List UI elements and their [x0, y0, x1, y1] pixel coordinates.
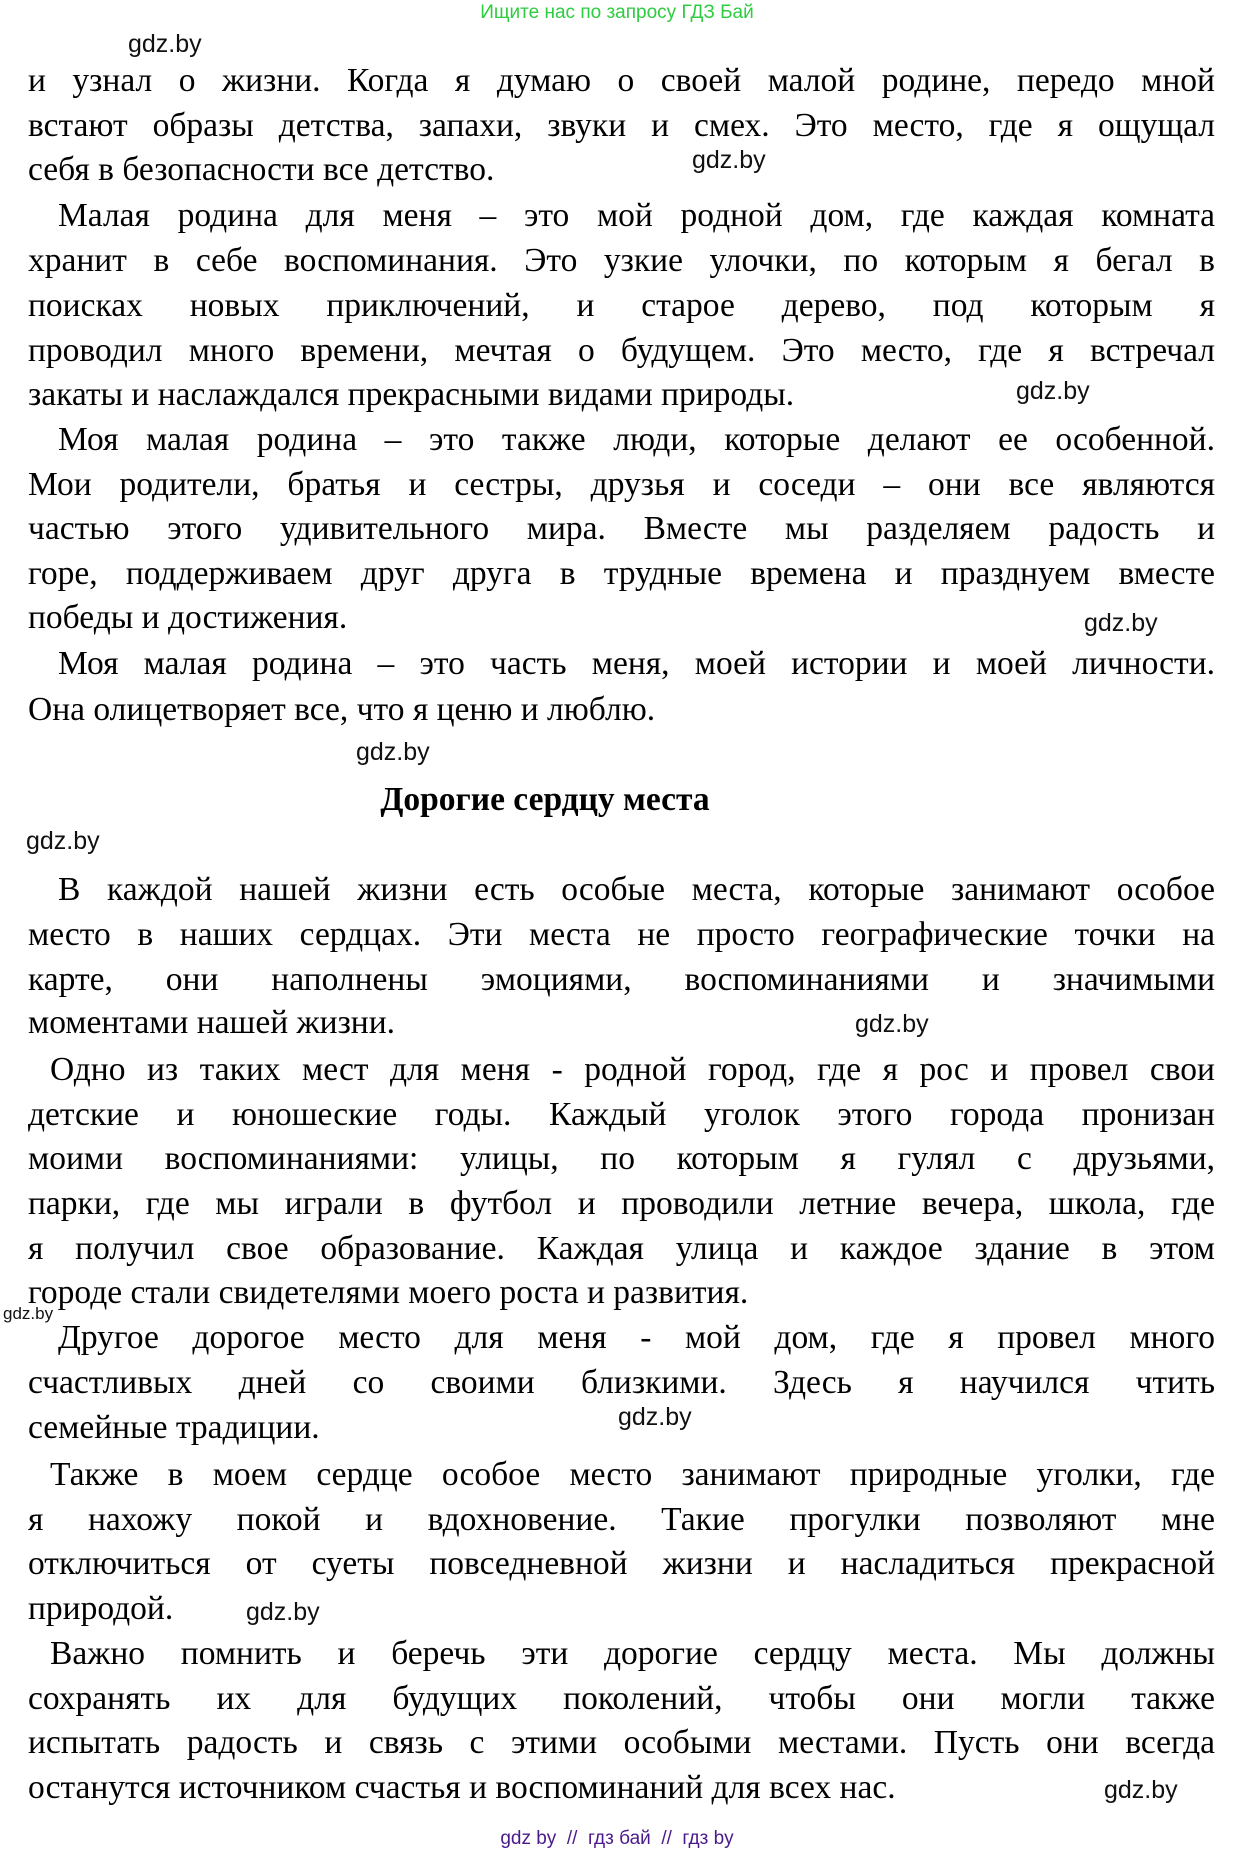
text-line: я нахожу покой и вдохновение. Такие прогулки позволяют мне	[28, 1501, 1215, 1538]
text-line: Важно помнить и беречь эти дорогие сердцу места. Мы должны	[50, 1635, 1215, 1672]
text-line: городе стали свидетелями моего роста и развития.	[28, 1274, 749, 1311]
watermark: gdz.by	[1016, 377, 1090, 405]
text-line: отключиться от суеты повседневной жизни и насладиться прекрасной	[28, 1545, 1215, 1582]
watermark: gdz.by	[128, 30, 202, 58]
watermark: gdz.by	[855, 1010, 929, 1038]
watermark: gdz.by	[618, 1403, 692, 1431]
essay-title: Дорогие сердцу места	[380, 781, 710, 818]
text-line: встают образы детства, запахи, звуки и смех. Это место, где я ощущал	[28, 107, 1215, 144]
text-line: победы и достижения.	[28, 599, 348, 636]
text-line: парки, где мы играли в футбол и проводили летние вечера, школа, где	[28, 1185, 1215, 1222]
text-line: Одно из таких мест для меня - родной город, где я рос и провел свои	[50, 1051, 1215, 1088]
text-line: моментами нашей жизни.	[28, 1004, 396, 1041]
watermark: gdz.by	[26, 827, 100, 855]
text-line: испытать радость и связь с этими особыми местами. Пусть они всегда	[28, 1724, 1215, 1761]
watermark: gdz.by	[246, 1598, 320, 1626]
text-line: останутся источником счастья и воспоминаний для всех нас.	[28, 1769, 896, 1806]
text-line: поисках новых приключений, и старое дерево, под которым я	[28, 287, 1215, 324]
text-line: Мои родители, братья и сестры, друзья и соседи – они все являются	[28, 466, 1215, 503]
text-line: частью этого удивительного мира. Вместе мы разделяем радость и	[28, 510, 1215, 547]
text-line: детские и юношеские годы. Каждый уголок этого города пронизан	[28, 1096, 1215, 1133]
text-line: счастливых дней со своими близкими. Здесь я научился чтить	[28, 1364, 1215, 1401]
text-line: Малая родина для меня – это мой родной дом, где каждая комната	[58, 197, 1215, 234]
text-line: Моя малая родина – это также люди, которые делают ее особенной.	[58, 421, 1215, 458]
text-line: я получил свое образование. Каждая улица и каждое здание в этом	[28, 1230, 1215, 1267]
text-line: и узнал о жизни. Когда я думаю о своей малой родине, передо мной	[28, 62, 1215, 99]
text-line: Моя малая родина – это часть меня, моей истории и моей личности.	[58, 645, 1215, 682]
text-line: проводил много времени, мечтая о будущем. Это место, где я встречал	[28, 332, 1215, 369]
text-line: семейные традиции.	[28, 1409, 320, 1446]
watermark: gdz.by	[1084, 609, 1158, 637]
text-line: природой.	[28, 1590, 174, 1627]
text-line: карте, они наполнены эмоциями, воспоминаниями и значимыми	[28, 961, 1215, 998]
text-line: место в наших сердцах. Эти места не просто географические точки на	[28, 916, 1215, 953]
text-line: Также в моем сердце особое место занимают природные уголки, где	[50, 1456, 1215, 1493]
text-line: горе, поддерживаем друг друга в трудные времена и празднуем вместе	[28, 555, 1215, 592]
text-line: В каждой нашей жизни есть особые места, которые занимают особое	[58, 871, 1215, 908]
watermark-small: gdz.by	[3, 1304, 54, 1323]
footer-banner: gdz by // гдз бай // гдз by	[500, 1828, 734, 1849]
text-line: себя в безопасности все детство.	[28, 151, 495, 188]
header-banner: Ищите нас по запросу ГДЗ Бай	[480, 2, 754, 23]
text-line: сохранять их для будущих поколений, чтобы они могли также	[28, 1680, 1215, 1717]
text-line: Она олицетворяет все, что я ценю и люблю.	[28, 691, 656, 728]
text-line: хранит в себе воспоминания. Это узкие улочки, по которым я бегал в	[28, 242, 1215, 279]
watermark: gdz.by	[1104, 1776, 1178, 1804]
watermark: gdz.by	[356, 738, 430, 766]
text-line: моими воспоминаниями: улицы, по которым я гулял с друзьями,	[28, 1140, 1215, 1177]
watermark: gdz.by	[692, 146, 766, 174]
text-line: закаты и наслаждался прекрасными видами природы.	[28, 376, 795, 413]
text-line: Другое дорогое место для меня - мой дом, где я провел много	[58, 1319, 1215, 1356]
